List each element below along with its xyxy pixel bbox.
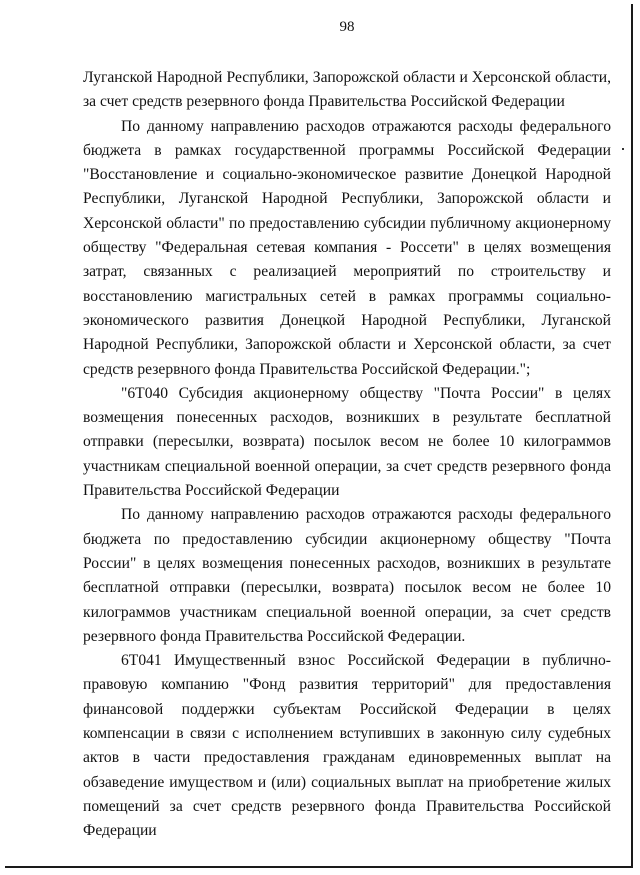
scan-artifact [622, 148, 624, 150]
paragraph-description-rosseti: По данному направлению расходов отражаются расходы федерального бюджета в рамках государственной программы Российской Федерации "Восстановление и социально-экономическое развитие Донецкой Народной Республики, Луганской Народной Республики, Запорожской области и Херсонской области" по предоставлению субсидии публичному акционерному обществу "Федеральная сетевая компания - Россети" в целях возмещения затрат, связанных с реализацией мероприятий по строительству и восстановлению магистральных сетей в рамках программы социально-экономического развития Донецкой Народной Республики, Луганской Народной Республики, Запорожской области и Херсонской области, за счет средств резервного фонда Правительства Российской Федерации."; [83, 117, 611, 378]
paragraph-item-6t041: 6Т041 Имущественный взнос Российской Федерации в публично-правовую компанию "Фонд развития территорий" для предоставления финансовой поддержки субъектам Российской Федерации в целях компенсации в связи с исполнением вступивших в законную силу судебных актов в части предоставления гражданам единовременных выплат на обзаведение имуществом и (или) социальных выплат на приобретение жилых помещений за счет средств резервного фонда Правительства Российской Федерации [83, 652, 611, 840]
paragraph-continuation: Луганской Народной Республики, Запорожской области и Херсонской области, за счет средств резервного фонда Правительства Российской Федерации [83, 69, 611, 111]
paragraph-description-pochta: По данному направлению расходов отражаются расходы федерального бюджета по предоставлению субсидии акционерному обществу "Почта России" в целях возмещения понесенных расходов, возникших в результате бесплатной отправки (пересылки, возврата) посылок весом не более 10 килограммов участникам специальной военной операции, за счет средств резервного фонда Правительства Российской Федерации. [83, 506, 611, 645]
paragraph-item-6t040: "6Т040 Субсидия акционерному обществу "Почта России" в целях возмещения понесенных расходов, возникших в результате бесплатной отправки (пересылки, возврата) посылок весом не более 10 килограммов участникам специальной военной операции, за счет средств резервного фонда Правительства Российской Федерации [83, 384, 611, 500]
page-number: 98 [339, 19, 355, 35]
document-body [83, 66, 611, 844]
